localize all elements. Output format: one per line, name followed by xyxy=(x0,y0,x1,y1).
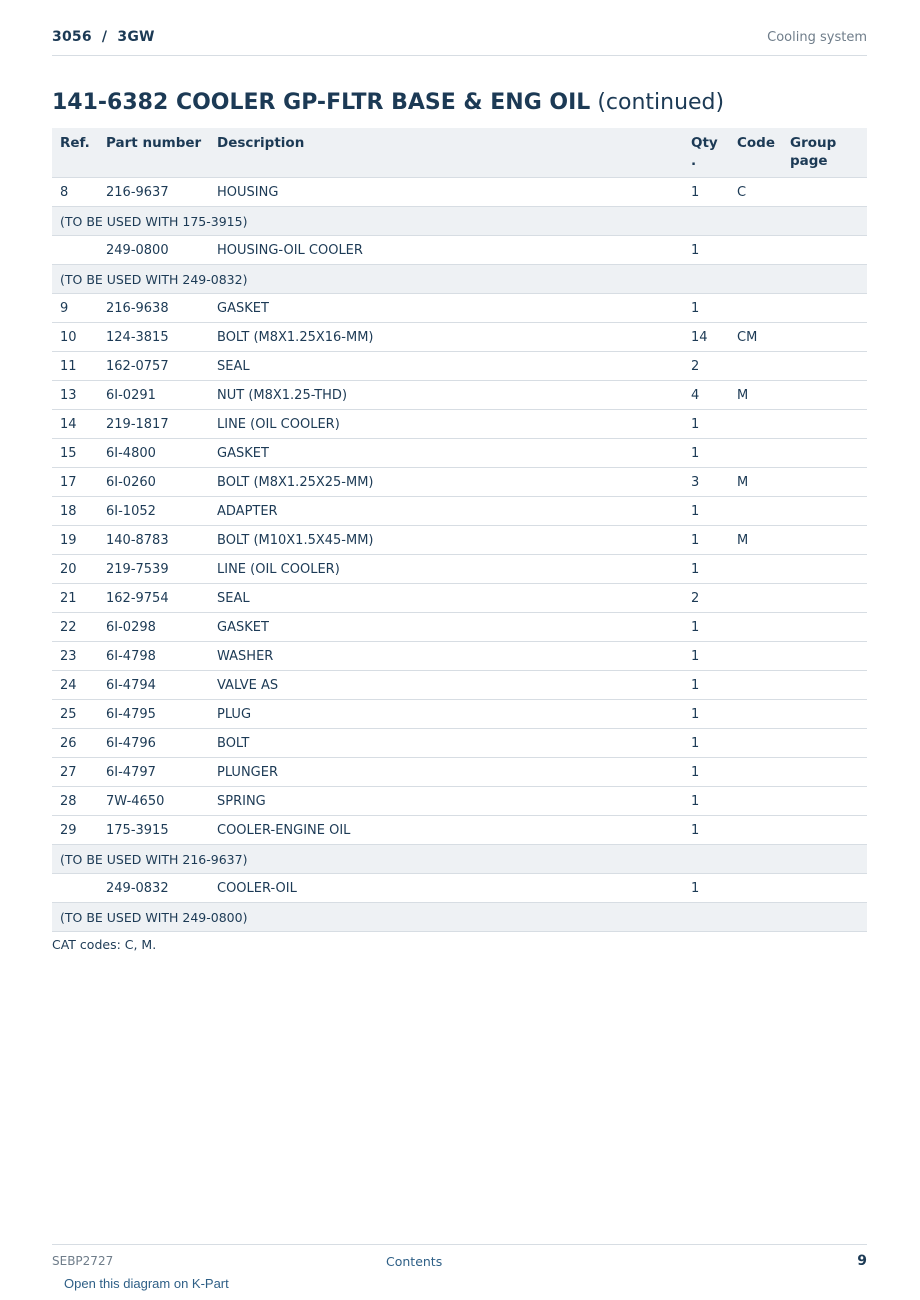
code-cell xyxy=(729,642,782,671)
code-cell xyxy=(729,410,782,439)
ref-cell: 14 xyxy=(52,410,98,439)
part-number-cell: 6I-0298 xyxy=(98,613,209,642)
ref-cell xyxy=(52,874,98,903)
code-cell xyxy=(729,584,782,613)
group-page-cell xyxy=(782,787,867,816)
table-row xyxy=(52,874,867,903)
note-text: (TO BE USED WITH 175-3915) xyxy=(52,207,867,236)
description-cell: BOLT (M10X1.5X45-MM) xyxy=(209,526,683,555)
description-cell: LINE (OIL COOLER) xyxy=(209,410,683,439)
description-cell: HOUSING-OIL COOLER xyxy=(209,236,683,265)
contents-link[interactable]: Contents xyxy=(386,1254,443,1269)
code-cell: C xyxy=(729,178,782,207)
table-note-row xyxy=(52,207,867,236)
group-page-cell xyxy=(782,758,867,787)
description-cell: WASHER xyxy=(209,642,683,671)
part-number-cell: 249-0800 xyxy=(98,236,209,265)
table-row xyxy=(52,497,867,526)
page-footer xyxy=(52,1244,867,1275)
description-cell: PLUG xyxy=(209,700,683,729)
qty-cell: 1 xyxy=(683,642,729,671)
qty-cell: 1 xyxy=(683,555,729,584)
table-row xyxy=(52,439,867,468)
part-number-cell: 162-9754 xyxy=(98,584,209,613)
ref-cell: 11 xyxy=(52,352,98,381)
part-number-cell: 6I-4794 xyxy=(98,671,209,700)
qty-cell: 1 xyxy=(683,439,729,468)
description-cell: SEAL xyxy=(209,584,683,613)
table-row xyxy=(52,758,867,787)
group-page-cell xyxy=(782,671,867,700)
table-row xyxy=(52,526,867,555)
page-number: 9 xyxy=(857,1253,867,1269)
ref-cell: 24 xyxy=(52,671,98,700)
qty-cell: 14 xyxy=(683,323,729,352)
note-text: (TO BE USED WITH 216-9637) xyxy=(52,845,867,874)
ref-cell: 15 xyxy=(52,439,98,468)
qty-cell: 1 xyxy=(683,816,729,845)
table-row xyxy=(52,787,867,816)
qty-cell: 3 xyxy=(683,468,729,497)
group-page-cell xyxy=(782,555,867,584)
part-number-cell: 124-3815 xyxy=(98,323,209,352)
description-cell: COOLER-ENGINE OIL xyxy=(209,816,683,845)
ref-cell: 28 xyxy=(52,787,98,816)
column-header-ref: Ref. xyxy=(52,128,98,178)
column-header-description: Description xyxy=(209,128,683,178)
group-page-cell xyxy=(782,381,867,410)
ref-cell: 23 xyxy=(52,642,98,671)
ref-cell: 13 xyxy=(52,381,98,410)
group-page-cell xyxy=(782,236,867,265)
parts-table-body xyxy=(52,178,867,932)
qty-cell: 1 xyxy=(683,787,729,816)
group-page-cell xyxy=(782,468,867,497)
code-cell xyxy=(729,294,782,323)
document-id: SEBP2727 xyxy=(52,1254,114,1268)
kpart-diagram-link[interactable]: Open this diagram on K-Part xyxy=(64,1276,229,1291)
part-number-cell: 6I-0291 xyxy=(98,381,209,410)
qty-cell: 1 xyxy=(683,294,729,323)
qty-cell: 1 xyxy=(683,613,729,642)
table-row xyxy=(52,178,867,207)
description-cell: LINE (OIL COOLER) xyxy=(209,555,683,584)
table-note-row xyxy=(52,265,867,294)
part-number-cell: 140-8783 xyxy=(98,526,209,555)
part-number-cell: 6I-1052 xyxy=(98,497,209,526)
table-row xyxy=(52,816,867,845)
description-cell: BOLT (M8X1.25X25-MM) xyxy=(209,468,683,497)
description-cell: GASKET xyxy=(209,439,683,468)
group-page-cell xyxy=(782,497,867,526)
code-cell: M xyxy=(729,381,782,410)
group-page-cell xyxy=(782,613,867,642)
part-number-cell: 162-0757 xyxy=(98,352,209,381)
qty-cell: 1 xyxy=(683,526,729,555)
column-header-group-page: Group page xyxy=(782,128,867,178)
code-cell xyxy=(729,787,782,816)
qty-cell: 1 xyxy=(683,671,729,700)
page-title-suffix: (continued) xyxy=(597,90,725,115)
code-cell xyxy=(729,729,782,758)
cat-codes-note: CAT codes: C, M. xyxy=(52,937,157,952)
part-number-cell: 249-0832 xyxy=(98,874,209,903)
section-label: Cooling system xyxy=(767,30,867,45)
table-row xyxy=(52,352,867,381)
table-row xyxy=(52,294,867,323)
table-row xyxy=(52,323,867,352)
code-cell xyxy=(729,758,782,787)
ref-cell: 8 xyxy=(52,178,98,207)
page-title-main: 141-6382 COOLER GP-FLTR BASE & ENG OIL xyxy=(52,90,591,115)
code-cell xyxy=(729,613,782,642)
part-number-cell: 219-1817 xyxy=(98,410,209,439)
qty-cell: 2 xyxy=(683,352,729,381)
description-cell: ADAPTER xyxy=(209,497,683,526)
group-page-cell xyxy=(782,816,867,845)
part-number-cell: 216-9637 xyxy=(98,178,209,207)
code-cell xyxy=(729,874,782,903)
part-number-cell: 6I-4797 xyxy=(98,758,209,787)
part-number-cell: 216-9638 xyxy=(98,294,209,323)
description-cell: GASKET xyxy=(209,294,683,323)
group-page-cell xyxy=(782,700,867,729)
table-row xyxy=(52,729,867,758)
note-text: (TO BE USED WITH 249-0800) xyxy=(52,903,867,932)
table-row xyxy=(52,642,867,671)
table-header-row xyxy=(52,128,867,178)
code-cell xyxy=(729,816,782,845)
ref-cell: 25 xyxy=(52,700,98,729)
description-cell: COOLER-OIL xyxy=(209,874,683,903)
table-row xyxy=(52,468,867,497)
table-row xyxy=(52,381,867,410)
group-page-cell xyxy=(782,526,867,555)
part-number-cell: 6I-4800 xyxy=(98,439,209,468)
part-number-cell: 6I-4795 xyxy=(98,700,209,729)
part-number-cell: 6I-4796 xyxy=(98,729,209,758)
group-page-cell xyxy=(782,178,867,207)
table-row xyxy=(52,410,867,439)
column-header-qty: Qty . xyxy=(683,128,729,178)
table-note-row xyxy=(52,903,867,932)
column-header-code: Code xyxy=(729,128,782,178)
qty-cell: 1 xyxy=(683,874,729,903)
code-cell xyxy=(729,236,782,265)
part-number-cell: 175-3915 xyxy=(98,816,209,845)
description-cell: VALVE AS xyxy=(209,671,683,700)
qty-cell: 1 xyxy=(683,497,729,526)
part-number-cell: 6I-0260 xyxy=(98,468,209,497)
code-cell xyxy=(729,352,782,381)
qty-cell: 1 xyxy=(683,758,729,787)
table-row xyxy=(52,671,867,700)
table-row xyxy=(52,584,867,613)
code-cell xyxy=(729,555,782,584)
table-row xyxy=(52,700,867,729)
ref-cell: 17 xyxy=(52,468,98,497)
group-page-cell xyxy=(782,352,867,381)
group-page-cell xyxy=(782,874,867,903)
qty-cell: 1 xyxy=(683,178,729,207)
group-page-cell xyxy=(782,439,867,468)
description-cell: NUT (M8X1.25-THD) xyxy=(209,381,683,410)
ref-cell: 27 xyxy=(52,758,98,787)
group-page-cell xyxy=(782,410,867,439)
code-cell xyxy=(729,439,782,468)
ref-cell: 19 xyxy=(52,526,98,555)
ref-cell: 26 xyxy=(52,729,98,758)
qty-cell: 1 xyxy=(683,729,729,758)
qty-cell: 1 xyxy=(683,236,729,265)
ref-cell: 22 xyxy=(52,613,98,642)
description-cell: BOLT (M8X1.25X16-MM) xyxy=(209,323,683,352)
part-number-cell: 6I-4798 xyxy=(98,642,209,671)
description-cell: SPRING xyxy=(209,787,683,816)
group-page-cell xyxy=(782,584,867,613)
ref-cell: 21 xyxy=(52,584,98,613)
code-cell: M xyxy=(729,526,782,555)
code-cell xyxy=(729,497,782,526)
code-cell: CM xyxy=(729,323,782,352)
page-header xyxy=(52,28,867,56)
ref-cell: 9 xyxy=(52,294,98,323)
code-cell xyxy=(729,671,782,700)
ref-cell: 10 xyxy=(52,323,98,352)
group-page-cell xyxy=(782,294,867,323)
table-row xyxy=(52,555,867,584)
qty-cell: 2 xyxy=(683,584,729,613)
description-cell: SEAL xyxy=(209,352,683,381)
description-cell: GASKET xyxy=(209,613,683,642)
note-text: (TO BE USED WITH 249-0832) xyxy=(52,265,867,294)
qty-cell: 4 xyxy=(683,381,729,410)
description-cell: BOLT xyxy=(209,729,683,758)
ref-cell: 20 xyxy=(52,555,98,584)
table-note-row xyxy=(52,845,867,874)
table-row xyxy=(52,613,867,642)
group-page-cell xyxy=(782,323,867,352)
ref-cell xyxy=(52,236,98,265)
ref-cell: 29 xyxy=(52,816,98,845)
code-cell xyxy=(729,700,782,729)
qty-cell: 1 xyxy=(683,410,729,439)
group-page-cell xyxy=(782,642,867,671)
qty-cell: 1 xyxy=(683,700,729,729)
ref-cell: 18 xyxy=(52,497,98,526)
page-title xyxy=(52,89,724,117)
description-cell: HOUSING xyxy=(209,178,683,207)
code-cell: M xyxy=(729,468,782,497)
model-label: 3056 / 3GW xyxy=(52,29,155,45)
table-row xyxy=(52,236,867,265)
group-page-cell xyxy=(782,729,867,758)
description-cell: PLUNGER xyxy=(209,758,683,787)
part-number-cell: 7W-4650 xyxy=(98,787,209,816)
parts-table xyxy=(52,128,867,932)
column-header-part-number: Part number xyxy=(98,128,209,178)
part-number-cell: 219-7539 xyxy=(98,555,209,584)
